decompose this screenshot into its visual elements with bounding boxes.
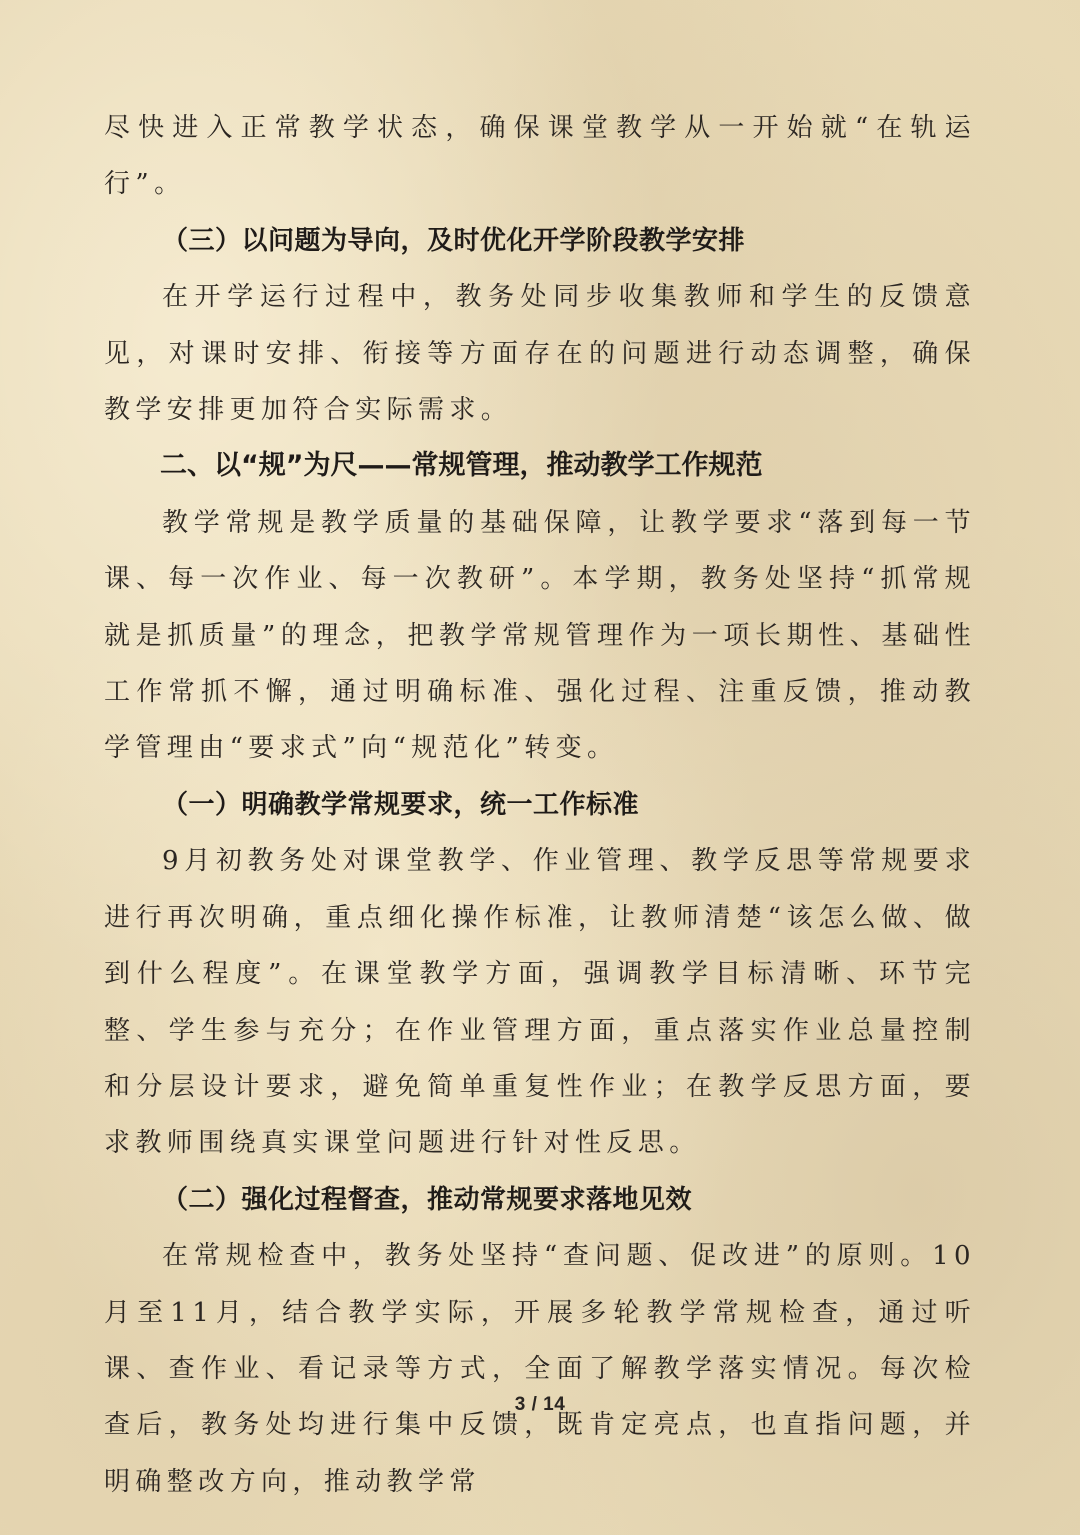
paragraph-continuation: 尽快进入正常教学状态，确保课堂教学从一开始就“在轨运行”。 [104,113,976,200]
section-heading-1: （一）明确教学常规要求，统一工作标准 [162,789,640,820]
paragraph: 在开学运行过程中，教务处同步收集教师和学生的反馈意见，对课时安排、衔接等方面存在的问题进行动态调整，确保教学安排更加符合实际需求。 [104,282,976,426]
paragraph: 9月初教务处对课堂教学、作业管理、教学反思等常规要求进行再次明确，重点细化操作标准，让教师清楚“该怎么做、做到什么程度”。在课堂教学方面，强调教学目标清晰、环节完整、学生参与充分；在作业管理方面，重点落实作业总量控制和分层设计要求，避免简单重复性作业；在教学反思方面，要求教师围绕真实课堂问题进行针对性反思。 [104,846,976,1159]
section-heading-2: （二）强化过程督查，推动常规要求落地见效 [162,1184,693,1215]
paragraph: 在常规检查中，教务处坚持“查问题、促改进”的原则。10月至11月，结合教学实际，开展多轮教学常规检查，通过听课、查作业、看记录等方式，全面了解教学落实情况。每次检查后，教务处均进行集中反馈，既肯定亮点，也直指问题，并明确整改方向，推动教学常 [104,1241,976,1497]
page-number: 3 / 14 [514,1394,566,1415]
section-heading-3: （三）以问题为导向，及时优化开学阶段教学安排 [162,225,746,256]
document-body [104,100,976,1510]
paragraph: 教学常规是教学质量的基础保障，让教学要求“落到每一节课、每一次作业、每一次教研”。本学期，教务处坚持“抓常规就是抓质量”的理念，把教学常规管理作为一项长期性、基础性工作常抓不懈，通过明确标准、强化过程、注重反馈，推动教学管理由“要求式”向“规范化”转变。 [104,507,976,764]
section-heading-major: 二、以“规”为尺——常规管理，推动教学工作规范 [160,450,763,482]
